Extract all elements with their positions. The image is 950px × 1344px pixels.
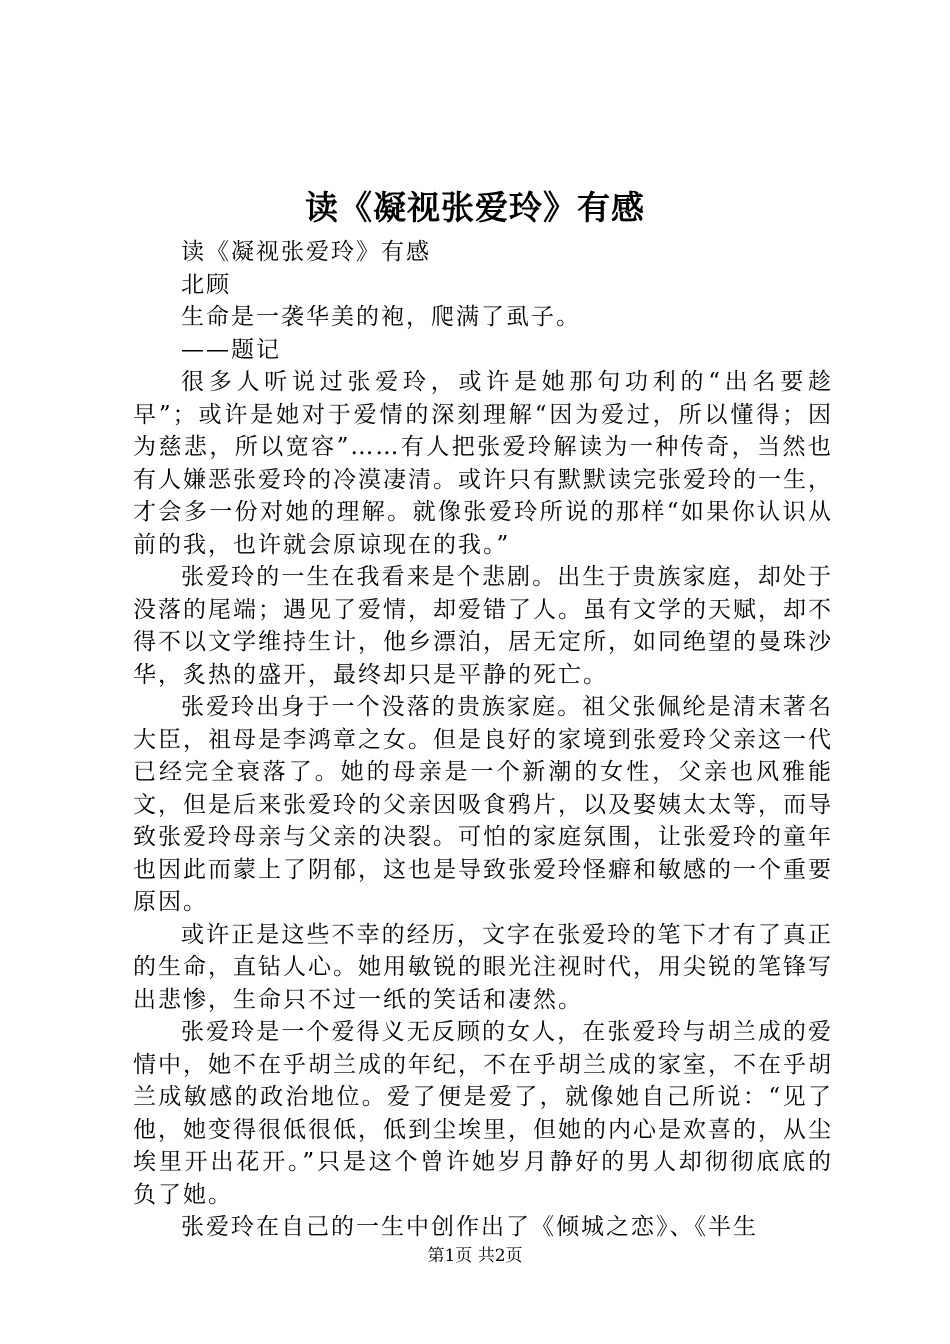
paragraph-epigraph: 生命是一袭华美的袍，爬满了虱子。 (181, 304, 581, 330)
paragraph-epigraph-label: ——题记 (181, 336, 281, 363)
page-number-footer: 第1页 共2页 (427, 1246, 523, 1266)
paragraph: 张爱玲出身于一个没落的贵族家庭。祖父张佩纶是清末著名大臣，祖母是李鸿章之女。但是良好的家境到张爱玲父亲这一代已经完全衰落了。她的母亲是一个新潮的女性，父亲也风雅能文，但是后来张爱玲的父亲因吸食鸦片，以及娶姨太太等，而导致张爱玲母亲与父亲的决裂。可怕的家庭氛围，让张爱玲的童年也因此而蒙上了阴郁，这也是导致张爱玲怪癖和敏感的一个重要原因。 (133, 694, 833, 915)
paragraph: 张爱玲是一个爱得义无反顾的女人，在张爱玲与胡兰成的爱情中，她不在乎胡兰成的年纪，不在乎胡兰成的家室，不在乎胡兰成敏感的政治地位。爱了便是爱了，就像她自己所说：“见了他，她变得很低很低，低到尘埃里，但她的内心是欢喜的，从尘埃里开出花开。”只是这个曾许她岁月静好的男人却彻彻底底的负了她。 (133, 1019, 833, 1208)
paragraph: 或许正是这些不幸的经历，文字在张爱玲的笔下才有了真正的生命，直钻人心。她用敏锐的眼光注视时代，用尖锐的笔锋写出悲惨，生命只不过一纸的笑话和凄然。 (133, 921, 833, 1013)
paragraph: 很多人听说过张爱玲，或许是她那句功利的“出名要趁早”；或许是她对于爱情的深刻理解“因为爱过，所以懂得；因为慈悲，所以宽容”……有人把张爱玲解读为一种传奇，当然也有人嫌恶张爱玲的冷漠凄清。或许只有默默读完张爱玲的一生，才会多一份对她的理解。就像张爱玲所说的那样“如果你认识从前的我，也许就会原谅现在的我。” (133, 369, 833, 558)
paragraph: 张爱玲在自己的一生中创作出了《倾城之恋》、《半生 (181, 1214, 758, 1240)
document-body (133, 236, 833, 1244)
paragraph-author: 北顾 (181, 271, 231, 298)
paragraph-subtitle: 读《凝视张爱玲》有感 (181, 239, 431, 265)
document-title: 读《凝视张爱玲》有感 (305, 188, 645, 227)
paragraph: 张爱玲的一生在我看来是个悲剧。出生于贵族家庭，却处于没落的尾端；遇见了爱情，却爱错了人。虽有文学的天赋，却不得不以文学维持生计，他乡漂泊，居无定所，如同绝望的曼珠沙华，炙热的盛开，最终却只是平静的死亡。 (133, 564, 833, 688)
